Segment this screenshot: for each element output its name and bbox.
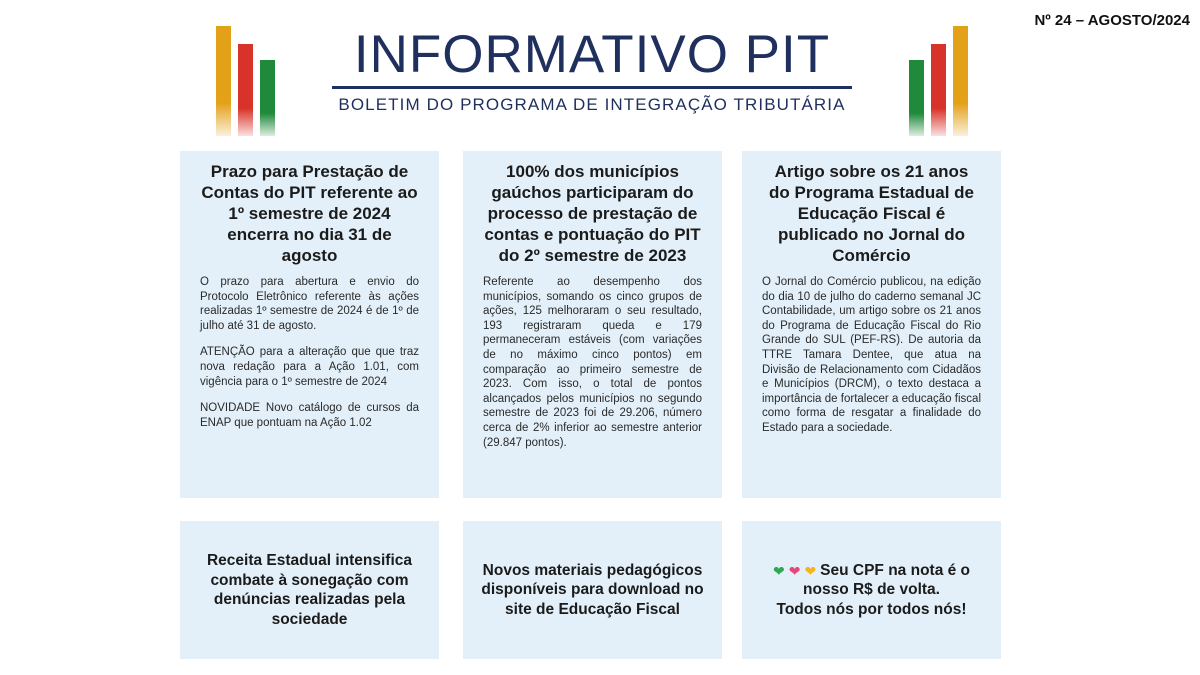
card-paragraph: O prazo para abertura e envio do Protocolo Eletrônico referente às ações realizadas 1º semestre de 2024 é de 1º de julho até 31 de agosto. <box>200 276 419 332</box>
card-receita-estadual[interactable] <box>180 521 439 659</box>
card-materiais-pedagogicos[interactable] <box>463 521 722 659</box>
pink-heart-icon: ❤ <box>788 562 801 579</box>
yellow-heart-icon: ❤ <box>804 562 817 579</box>
card-municipios <box>463 151 722 498</box>
left-bars-logo <box>216 26 275 136</box>
card-artigo-21-anos <box>742 151 1001 498</box>
title-underline <box>332 86 852 89</box>
hearts-group <box>773 564 816 578</box>
card-paragraph: O Jornal do Comércio publicou, na edição do dia 10 de julho do caderno semanal JC Contabilidade, um artigo sobre os 21 anos do Programa de Educação Fiscal do Rio Grande do SUL (PEF-RS). De autoria da TTRE Tamara Dentee, que atua na Divisão de Relacionamento com Cidadãos e Municípios (DRCM), o texto destaca a importância de fortalecer a educação fiscal como forma de resgatar a finalidade do Estado para a sociedade. <box>762 276 981 434</box>
card-title: Receita Estadual intensifica combate à sonegação com denúncias realizadas pela sociedade <box>206 552 413 628</box>
green-heart-icon: ❤ <box>772 562 785 579</box>
cpf-slogan-line1: Seu CPF na nota é o nosso R$ de volta. <box>803 561 971 599</box>
card-body <box>483 275 702 450</box>
issue-number: Nº 24 – AGOSTO/2024 <box>1034 12 1190 29</box>
card-body <box>762 275 981 436</box>
card-prazo-prestacao <box>180 151 439 498</box>
gold-bar <box>216 26 231 136</box>
red-bar <box>238 44 253 136</box>
green-bar <box>260 60 275 136</box>
cpf-slogan-line2: Todos nós por todos nós! <box>776 600 967 618</box>
card-title: Novos materiais pedagógicos disponíveis para download no site de Educação Fiscal <box>481 561 704 618</box>
gold-bar <box>953 26 968 136</box>
card-paragraph: NOVIDADE Novo catálogo de cursos da ENAP que pontuam na Ação 1.02 <box>200 402 419 429</box>
card-paragraph: Referente ao desempenho dos municípios, somando os cinco grupos de ações, 125 melhoraram o seu resultado, 193 registraram queda e 179 permaneceram estáveis (com variações de no máximo cinco pontos) em comparação ao primeiro semestre de 2023. Com isso, o total de pontos alcançados pelos municípios no segundo semestre de 2023 foi de 29.206, número cerca de 2% inferior ao semestre anterior (29.847 pontos). <box>483 276 702 449</box>
card-paragraph: ATENÇÃO para a alteração que que traz nova redação para a Ação 1.01, com vigência para o 1º semestre de 2024 <box>200 346 419 388</box>
card-title: Prazo para Prestação de Contas do PIT referente ao 1º semestre de 2024 encerra no dia 31 de agosto <box>201 162 418 265</box>
card-title: 100% dos municípios gaúchos participaram do processo de prestação de contas e pontuação do PIT do 2º semestre de 2023 <box>484 162 701 265</box>
newsletter-title: INFORMATIVO PIT <box>353 25 831 84</box>
green-bar <box>909 60 924 136</box>
red-bar <box>931 44 946 136</box>
newsletter-subtitle: BOLETIM DO PROGRAMA DE INTEGRAÇÃO TRIBUTÁRIA <box>338 95 846 114</box>
card-body <box>200 275 419 430</box>
masthead <box>330 24 854 115</box>
card-title: Artigo sobre os 21 anos do Programa Estadual de Educação Fiscal é publicado no Jornal do Comércio <box>769 162 974 265</box>
card-cpf-na-nota[interactable] <box>742 521 1001 659</box>
card-title <box>760 561 983 620</box>
right-bars-logo <box>909 26 968 136</box>
